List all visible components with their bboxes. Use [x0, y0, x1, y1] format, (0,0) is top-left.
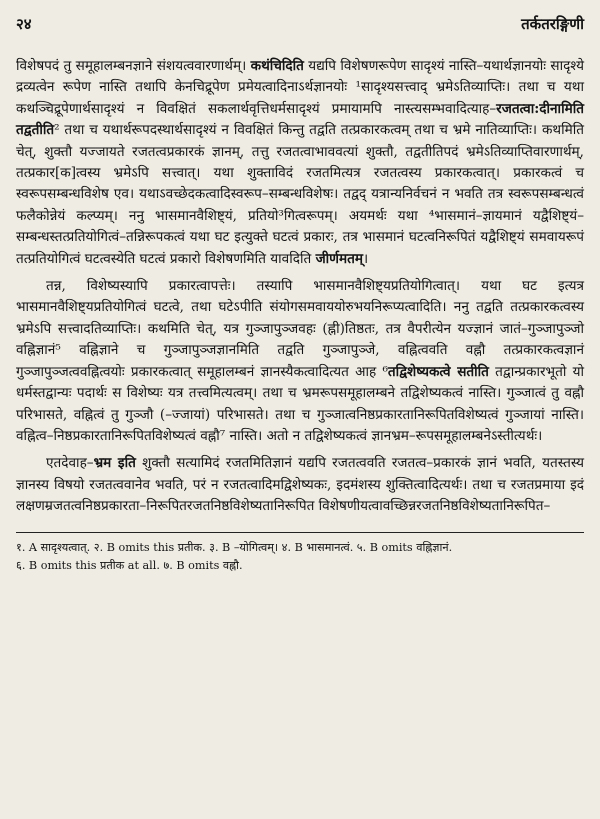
body-text	[16, 56, 584, 518]
paragraph	[16, 276, 584, 447]
running-title: तर्कतरङ्गिणी	[521, 15, 584, 33]
footnote-line: ६. B omits this प्रतीक at all. ७. B omits वह्नौ.	[16, 558, 243, 572]
paragraph-text: तन्न, विशेष्यस्यापि प्रकारत्वापत्तेः। तस्यापि भासमानवैशिष्ट्यप्रतियोगित्वात्। यथा घट इत्यत्र भासमानवैशिष्ट्यप्रतियोगित्वं घटत्वे, तथा घटेऽपीति संयोगसमवाययोरुभयनिरूप्यत्वादिति। ननु तद्वति तत्प्रकारकत्वस्य भ्रमेऽपि सत्त्वादतिव्याप्तिः। कथमिति चेत्, यत्र गुञ्जापुञ्जवहः (ह्नी)तिष्ठतः, तत्र वैपरीत्येन यज्ज्ञानं जातं–गुञ्जापुञ्जो वह्निज्ञानं⁵ वह्निज्ञाने च गुञ्जापुञ्जज्ञानमिति तद्वति गुञ्जापुञ्जे, वह्नित्ववति वह्नौ तत्प्रकारकत्वज्ञानं गुञ्जापुञ्जत्ववह्नित्वयोः प्रकारकत्वात् समूहालम्बनं ज्ञानस्यैकत्वादित्यत आह ⁶	[16, 278, 584, 380]
pratika-heading: भ्रम इति	[93, 455, 136, 472]
paragraph-text: एतदेवाह–	[46, 455, 94, 472]
pratika-heading: तद्विशेष्यकत्वे सतीति	[387, 363, 489, 380]
footnotes	[16, 539, 584, 575]
paragraph-text: यद्यपि विशेषणरूपेण सादृश्यं नास्ति–यथार्थज्ञानयोः सादृश्ये द्रव्यत्वेन रूपेण नास्ति तथापि केनचिद्रूपेण प्रमेयत्वादिनाऽर्थज्ञानयोः ¹सादृश्यसत्त्वाद् भ्रमेऽतिव्याप्तिः। तथा च यथा कथञ्चिद्रूपेणार्थसादृश्यं न विवक्षितं सकलार्थवृत्तिधर्मसादृश्यं प्रमायामपि नास्त्यसम्भवादित्याह–	[16, 58, 584, 117]
page-header	[16, 14, 584, 42]
pratika-heading: कथंचिदिति	[250, 58, 304, 74]
paragraph	[16, 453, 584, 517]
footnote-line: १. A सादृश्यत्वात्. २. B omits this प्रतीक. ३. B –योगित्वम्। ४. B भासमानत्वं. ५. B omits वह्निज्ञानं.	[16, 540, 453, 554]
paragraph-text: ² तथा च यथार्थरूपदस्थार्थसादृश्यं न विवक्षितं किन्तु तद्वति तत्प्रकारकत्वम् तथा च भ्रमे नातिव्याप्तिः। कथमिति चेत्, शुक्तौ यज्जायते रजतत्वप्रकारकं ज्ञानम्, तत्तु रजतत्वाभाववत्यां शुक्तौ, तद्वतीतिपदं भ्रमेऽतिव्याप्तिवारणार्थम्, तत्प्रकार[क]त्वस्य भ्रमेऽपि सत्त्वात्। यथा शुक्ताविदं रजतमित्यत्र रजतत्वस्य प्रकारकत्वात्। प्रकारकत्वं च स्वरूपसम्बन्धविशेष एव। यथाऽवच्छेदकत्वादिस्वरूप–सम्बन्धविशेषः। तद्वद् यत्रान्यनिर्वचनं न भवति तत्र स्वरूपसम्बन्धत्वं फलैकोन्नेयं कल्प्यम्। ननु भासमानवैशिष्ट्यं, प्रतियो³गित्वरूपम्। अयमर्थः यथा ⁴भासमानं–ज्ञायमानं यद्वैशिष्ट्यं–सम्बन्धस्तत्प्रतियोगित्वं–तन्निरूपकत्वं यथा घट इत्युक्ते घटत्वं प्रकारः, तत्र भासमानं घटत्वनिरूपितं यद्वैशिष्ट्यं समवायरूपं तत्प्रतियोगित्वं घटत्वस्येति घटत्वं प्रकारो विशेषणमिति यावदिति	[16, 122, 584, 267]
paragraph-text: शुक्तौ सत्यामिदं रजतमितिज्ञानं यद्यपि रजतत्ववति रजतत्व–प्रकारकं ज्ञानं भवति, यतस्तस्य ज्ञानस्य विषयो रजतत्ववानेव भवति, परं न रजतत्वादिमद्विशेष्यकः, इदमंशस्य शुक्तित्वादित्यर्थः। तथा च रजतप्रमाया इदं लक्षणम्रजतत्वनिष्ठप्रकारता–निरूपितरजतनिष्ठविशेष्यतानिरूपित विशेषणीयत्वावच्छिन्नरजतनिष्ठविशेष्यतानिरूपित–	[16, 455, 584, 515]
page-number: २४	[16, 15, 32, 33]
pratika-heading: रजतत्वा:दीनामिति तद्वतीति	[16, 100, 584, 139]
paragraph	[16, 56, 584, 270]
paragraph-text: तद्वान्प्रकारभूतो यो धर्मस्तद्वान्यः पदार्थः स विशेष्यः यत्र तत्त्वमित्यत्वम्। तथा च भ्रमरूपसमूहालम्बने तद्विशेष्यकत्वं नास्ति। गुञ्जात्वं तु वह्नौ परिभासते, वह्नित्वं तु गुञ्जौ (–ज्जायां) परिभासते। तथा च गुञ्जात्वनिष्ठप्रकारतानिरूपितविशेष्यत्वं गुञ्जायां नास्ति। वह्नित्व–निष्ठप्रकारतानिरूपितविशेष्यत्वं वह्नौ⁷ नास्ति। अतो न तद्विशेष्यकत्वं ज्ञानभ्रम–रूपसमूहालम्बनेऽस्तीत्यर्थः।	[16, 363, 584, 444]
paragraph-text: ।	[363, 250, 369, 267]
footnote-divider	[16, 532, 584, 533]
pratika-heading: जीर्णमतम्	[315, 250, 364, 267]
paragraph-text: विशेषपदं तु समूहालम्बनज्ञाने संशयत्ववारणार्थम्।	[16, 58, 251, 74]
